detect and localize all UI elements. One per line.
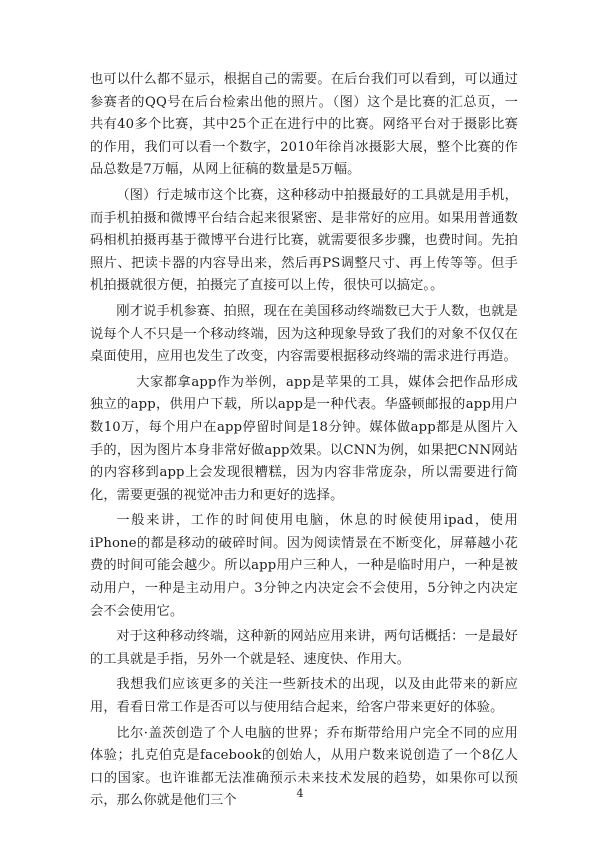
paragraph-6: 对于这种移动终端，这种新的网站应用来讲，两句话概括：一是最好的工具就是手指，另外一个就是轻、速度快、作用大。	[90, 629, 518, 667]
paragraph-4: 大家都拿app作为举例，app是苹果的工具，媒体会把作品形成独立的app，供用户下载，所以app是一种代表。华盛顿邮报的app用户数10万，每个用户在app停留时间是18分钟。媒体做app都是从图片入手的，因为图片本身非常好做app效果。以CNN为例，如果把CNN网站的内容移到app上会发现很糟糕，因为内容非常庞杂，所以需要进行简化，需要更强的视觉冲击力和更好的选择。	[90, 374, 518, 503]
paragraph-3: 刚才说手机参赛、拍照，现在在美国移动终端数已大于人数，也就是说每个人不只是一个移动终端，因为这种现象导致了我们的对象不仅仅在桌面使用，应用也发生了改变，内容需要根据移动终端的需求进行再造。	[90, 303, 518, 365]
paragraph-8: 比尔·盖茨创造了个人电脑的世界；乔布斯带给用户完全不同的应用体验；扎克伯克是facebook的创始人，从用户数来说创造了一个8亿人口的国家。也许谁都无法准确预示未来技术发展的趋势，如果你可以预示，那么你就是他们三个	[90, 725, 518, 809]
body-text	[90, 69, 518, 816]
paragraph-7: 我想我们应该更多的关注一些新技术的出现，以及由此带来的新应用，看看日常工作是否可以与使用结合起来，给客户带来更好的体验。	[90, 677, 518, 716]
page-number: 4	[296, 787, 304, 800]
paragraph-2: （图）行走城市这个比赛，这种移动中拍摄最好的工具就是用手机，而手机拍摄和微博平台结合起来很紧密、是非常好的应用。如果用普通数码相机拍摄再基于微博平台进行比赛，就需要很多步骤，也费时间。先拍照片、把读卡器的内容导出来，然后再PS调整尺寸、再上传等等。但手机拍摄就很方便，拍摄完了直接可以上传，很快可以搞定。。	[90, 187, 518, 294]
paragraph-1: 也可以什么都不显示，根据自己的需要。在后台我们可以看到，可以通过参赛者的QQ号在后台检索出他的照片。（图）这个是比赛的汇总页，一共有40多个比赛，其中25个正在进行中的比赛。网络平台对于摄影比赛的作用，我们可以看一个数字，2010年徐肖冰摄影大展，整个比赛的作品总数是7万幅，从网上征稿的数量是5万幅。	[90, 72, 518, 178]
paragraph-5: 一般来讲，工作的时间使用电脑，休息的时候使用ipad，使用iPhone的都是移动的破碎时间。因为阅读情景在不断变化，屏幕越小花费的时间可能会越少。所以app用户三种人，一种是临时用户，一种是被动用户，一种是主动用户。3分钟之内决定会不会使用，5分钟之内决定会不会使用它。	[90, 513, 518, 619]
